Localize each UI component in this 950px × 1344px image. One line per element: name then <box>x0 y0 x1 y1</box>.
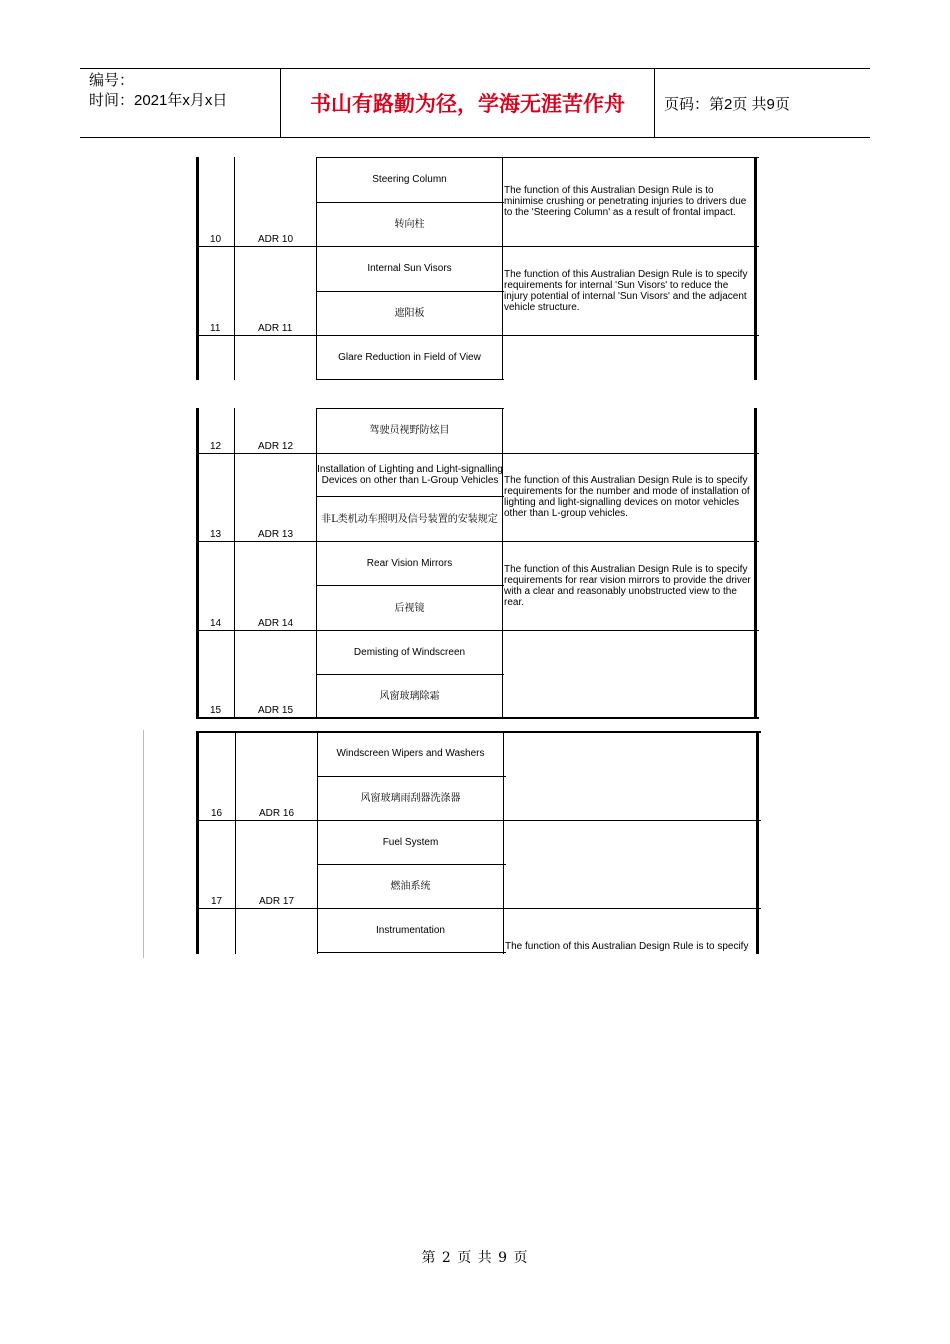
row-number: 12 <box>210 441 222 452</box>
table-row <box>196 820 761 909</box>
title-en: Demisting of Windscreen <box>353 646 466 658</box>
row-number: 13 <box>210 529 222 540</box>
adr-code: ADR 15 <box>258 705 294 716</box>
table-row <box>196 246 759 336</box>
header-motto: 书山有路勤为径，学海无涯苦作舟 <box>281 69 655 137</box>
adr-code: ADR 10 <box>258 234 294 245</box>
title-en: Instrumentation <box>376 924 445 936</box>
title-cn: 后视镜 <box>394 602 425 614</box>
table-row <box>196 630 759 718</box>
adr-code: ADR 14 <box>258 618 294 629</box>
adr-code: ADR 12 <box>258 441 294 452</box>
header-meta <box>80 69 281 137</box>
table-row <box>196 157 759 247</box>
description: The function of this Australian Design Rule is to specify requirements for the number and mode of installation of lighting and light-signalling devices on motor vehicles other than L-group vehicles. <box>504 475 750 519</box>
table-row <box>196 453 759 542</box>
row-number: 16 <box>211 808 223 819</box>
adr-code: ADR 17 <box>259 896 295 907</box>
description: The function of this Australian Design Rule is to specify requirements for rear vision mirrors to provide the driver with a clear and reasonably unobstructed view to the rear. <box>504 564 751 608</box>
table-row <box>196 335 759 379</box>
title-cn: 遮阳板 <box>394 308 425 319</box>
page-header <box>80 68 870 138</box>
title-cn: 非L类机动车照明及信号装置的安装规定 <box>321 513 498 525</box>
row-number: 15 <box>210 705 222 716</box>
header-page-label: 页码：第2页 共9页 <box>664 95 790 113</box>
description: The function of this Australian Design Rule is to minimise crushing or penetrating injuries to drivers due to the 'Steering Column' as a result of frontal impact. <box>504 185 747 218</box>
title-cn: 燃油系统 <box>390 881 431 892</box>
adr-code: ADR 11 <box>258 323 293 334</box>
title-cn: 风窗玻璃雨刮器洗涤器 <box>360 793 461 804</box>
title-en: Rear Vision Mirrors <box>366 557 453 569</box>
number-label: 编号： <box>89 72 135 89</box>
row-number: 10 <box>210 234 222 245</box>
title-cn: 风窗玻璃除霜 <box>379 691 440 702</box>
table-row <box>196 731 761 821</box>
row-number: 14 <box>210 618 222 629</box>
adr-code: ADR 16 <box>259 808 295 819</box>
time-label: 时间：2021年x月x日 <box>89 92 228 109</box>
adr-table-block-3 <box>196 731 761 954</box>
title-cn: 驾驶员视野防炫目 <box>369 425 450 436</box>
title-en: Steering Column <box>372 174 447 185</box>
title-en: Internal Sun Visors <box>367 263 452 274</box>
table-row <box>196 408 759 454</box>
adr-code: ADR 13 <box>258 529 294 540</box>
page-footer: 第 2 页 共 9 页 <box>421 1250 529 1266</box>
table-row <box>196 541 759 631</box>
title-en: Glare Reduction in Field of View <box>338 351 481 363</box>
title-cn: 转向柱 <box>394 219 425 230</box>
description: The function of this Australian Design Rule is to specify <box>505 941 749 952</box>
description: The function of this Australian Design Rule is to specify requirements for internal 'Sun Visors' to reduce the injury potential of internal 'Sun Visors' and the adjacent vehicle structure. <box>504 269 748 313</box>
margin-line <box>143 730 144 958</box>
title-en: Installation of Lighting and Light-signalling Devices on other than L-Group Vehicles <box>317 463 503 486</box>
title-en: Windscreen Wipers and Washers <box>336 748 485 759</box>
row-number: 17 <box>211 896 223 907</box>
adr-table-block-2 <box>196 408 759 719</box>
row-number: 11 <box>210 323 221 334</box>
title-en: Fuel System <box>382 836 439 848</box>
adr-table-block-1 <box>196 157 759 380</box>
table-row <box>196 908 761 954</box>
